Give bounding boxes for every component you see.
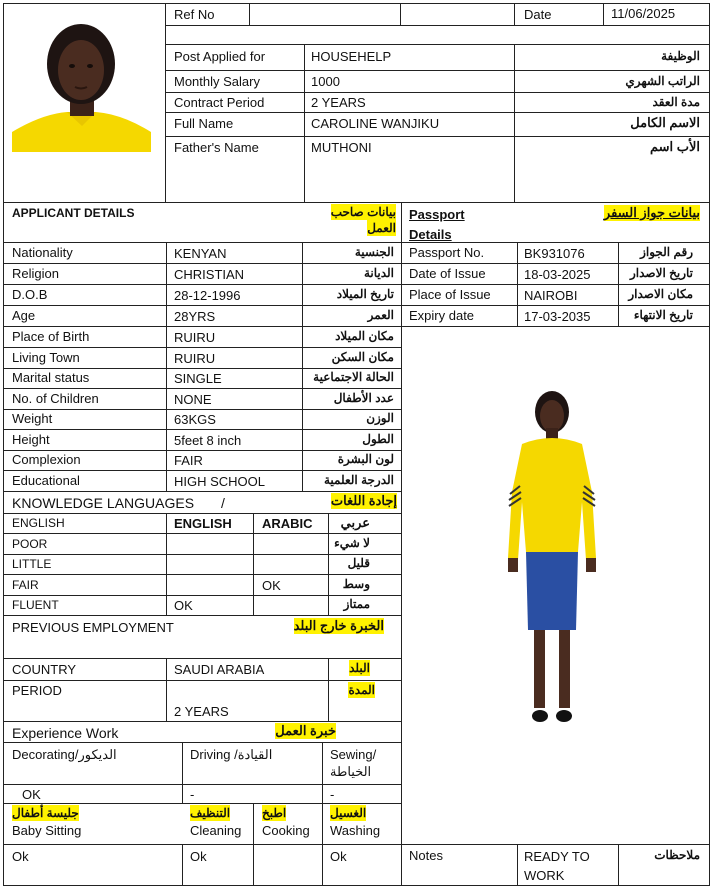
age-value: 28YRS <box>174 309 216 324</box>
dob-arabic: تاريخ الميلاد <box>336 287 394 301</box>
religion-label: Religion <box>12 266 59 281</box>
country-label: COUNTRY <box>12 662 77 677</box>
passport-no-label: Passport No. <box>409 245 485 260</box>
educational-label: Educational <box>12 473 80 488</box>
marital-status-label: Marital status <box>12 370 90 385</box>
experience-title-ar: خبرة العمل <box>275 723 336 738</box>
monthly-salary-arabic: الراتب الشهري <box>625 74 700 88</box>
passport-title-ar: بيانات جواز السفر <box>603 205 700 220</box>
applicant-full-body-photo <box>500 382 604 728</box>
living-town-value: RUIRU <box>174 351 216 366</box>
decorating-value: OK <box>22 787 41 802</box>
post-applied-value: HOUSEHELP <box>311 49 392 64</box>
monthly-salary-value: 1000 <box>311 74 340 89</box>
date-of-issue-label: Date of Issue <box>409 266 486 281</box>
country-value: SAUDI ARABIA <box>174 662 265 677</box>
children-label: No. of Children <box>12 391 99 406</box>
lang-fluent-ar: ممتاز <box>343 597 370 611</box>
nationality-value: KENYAN <box>174 246 227 261</box>
languages-slash: / <box>221 495 225 511</box>
sewing-value: - <box>330 787 335 802</box>
lang-fair-label: FAIR <box>12 578 39 592</box>
contract-period-arabic: مدة العقد <box>652 95 700 109</box>
country-ar: البلد <box>349 661 370 675</box>
lang-poor-label: POOR <box>12 537 48 551</box>
sewing-skill-2: الخياطة <box>330 764 372 779</box>
post-applied-arabic: الوظيفة <box>661 49 700 63</box>
lang-little-ar: قليل <box>347 556 370 570</box>
children-arabic: عدد الأطفال <box>333 391 394 405</box>
lang-fair-arabic-value: OK <box>262 578 281 593</box>
expiry-date-value: 17-03-2035 <box>524 309 591 324</box>
date-of-issue-arabic: تاريخ الاصدار <box>629 266 693 280</box>
monthly-salary-label: Monthly Salary <box>174 74 260 89</box>
notes-arabic: ملاحظات <box>654 848 700 862</box>
nationality-label: Nationality <box>12 245 73 260</box>
sewing-skill-1: Sewing/ <box>330 747 377 762</box>
contract-period-value: 2 YEARS <box>311 95 366 110</box>
educational-value: HIGH SCHOOL <box>174 474 266 489</box>
educational-arabic: الدرجة العلمية <box>323 473 394 487</box>
place-of-issue-label: Place of Issue <box>409 287 491 302</box>
weight-label: Weight <box>12 411 53 426</box>
marital-status-value: SINGLE <box>174 371 222 386</box>
complexion-arabic: لون البشرة <box>337 452 394 466</box>
fathers-name-label: Father's Name <box>174 140 259 155</box>
cleaning-value: Ok <box>190 849 207 864</box>
ref-no-label: Ref No <box>174 7 215 22</box>
washing-skill: Washing <box>330 823 381 838</box>
driving-value: - <box>190 787 195 802</box>
height-arabic: الطول <box>362 432 394 446</box>
languages-title: KNOWLEDGE LANGUAGES <box>12 495 195 511</box>
full-name-value: CAROLINE WANJIKU <box>311 116 440 131</box>
languages-col-label: ENGLISH <box>12 516 65 530</box>
expiry-date-label: Expiry date <box>409 308 475 323</box>
languages-col-english: ENGLISH <box>174 516 232 531</box>
nationality-arabic: الجنسية <box>354 245 394 259</box>
cooking-skill: Cooking <box>262 823 310 838</box>
weight-arabic: الوزن <box>366 411 394 425</box>
religion-arabic: الديانة <box>363 266 394 280</box>
applicant-details-title-ar-1: بيانات صاحب <box>330 205 396 219</box>
period-ar: المدة <box>348 683 375 697</box>
religion-value: CHRISTIAN <box>174 267 245 282</box>
applicant-portrait-photo <box>12 14 151 152</box>
babysitting-value: Ok <box>12 849 29 864</box>
passport-title-2: Details <box>409 227 452 242</box>
cleaning-ar: التنظيف <box>190 806 231 820</box>
height-label: Height <box>12 432 50 447</box>
washing-value: Ok <box>330 849 347 864</box>
expiry-date-arabic: تاريخ الانتهاء <box>633 308 693 322</box>
fathers-name-arabic: الأب اسم <box>649 139 700 154</box>
passport-title-1: Passport <box>409 207 465 222</box>
washing-ar: الغسيل <box>330 806 367 820</box>
experience-title: Experience Work <box>12 725 119 741</box>
lang-little-label: LITTLE <box>12 557 52 571</box>
place-of-birth-value: RUIRU <box>174 330 216 345</box>
contract-period-label: Contract Period <box>174 95 265 110</box>
cooking-ar: اطبخ <box>262 806 287 820</box>
age-arabic: العمر <box>367 308 394 322</box>
complexion-label: Complexion <box>12 452 81 467</box>
full-name-arabic: الاسم الكامل <box>630 115 700 130</box>
fathers-name-value: MUTHONI <box>311 140 372 155</box>
period-value: 2 YEARS <box>174 704 229 719</box>
previous-employment-title-ar: الخبرة خارج البلد <box>293 618 384 633</box>
lang-poor-ar: لا شيء <box>334 536 370 550</box>
period-label: PERIOD <box>12 683 62 698</box>
babysitting-skill: Baby Sitting <box>12 823 82 838</box>
children-value: NONE <box>174 392 212 407</box>
full-name-label: Full Name <box>174 116 234 131</box>
date-label: Date <box>524 7 552 22</box>
weight-value: 63KGS <box>174 412 216 427</box>
previous-employment-title: PREVIOUS EMPLOYMENT <box>12 620 174 635</box>
lang-fair-ar: وسط <box>342 577 370 591</box>
marital-status-arabic: الحالة الاجتماعية <box>313 370 394 384</box>
notes-value-2: WORK <box>524 868 565 883</box>
date-of-issue-value: 18-03-2025 <box>524 267 591 282</box>
notes-value-1: READY TO <box>524 849 590 864</box>
decorating-skill: Decorating/الديكور <box>12 747 117 762</box>
living-town-arabic: مكان السكن <box>331 350 394 364</box>
place-of-birth-arabic: مكان الميلاد <box>335 329 394 343</box>
post-applied-label: Post Applied for <box>174 49 266 64</box>
complexion-value: FAIR <box>174 453 203 468</box>
applicant-details-title: APPLICANT DETAILS <box>12 206 135 220</box>
lang-fluent-english-value: OK <box>174 598 193 613</box>
place-of-issue-value: NAIROBI <box>524 288 578 303</box>
living-town-label: Living Town <box>12 350 80 365</box>
languages-title-ar: إجادة اللغات <box>330 493 397 508</box>
passport-no-value: BK931076 <box>524 246 585 261</box>
languages-col-ar: عربي <box>340 515 370 530</box>
dob-value: 28-12-1996 <box>174 288 241 303</box>
lang-fluent-label: FLUENT <box>12 598 59 612</box>
date-value: 11/06/2025 <box>611 6 676 21</box>
dob-label: D.O.B <box>12 287 48 302</box>
place-of-issue-arabic: مكان الاصدار <box>628 287 693 301</box>
age-label: Age <box>12 308 36 323</box>
cleaning-skill: Cleaning <box>190 823 242 838</box>
place-of-birth-label: Place of Birth <box>12 329 90 344</box>
notes-label: Notes <box>409 848 443 863</box>
languages-col-arabic: ARABIC <box>262 516 313 531</box>
height-value: 5feet 8 inch <box>174 433 242 448</box>
passport-no-arabic: رقم الجواز <box>640 245 693 259</box>
driving-skill: Driving /القيادة <box>190 747 273 762</box>
babysitting-ar: جليسة أطفال <box>12 806 79 820</box>
applicant-details-title-ar-2: العمل <box>367 221 396 235</box>
